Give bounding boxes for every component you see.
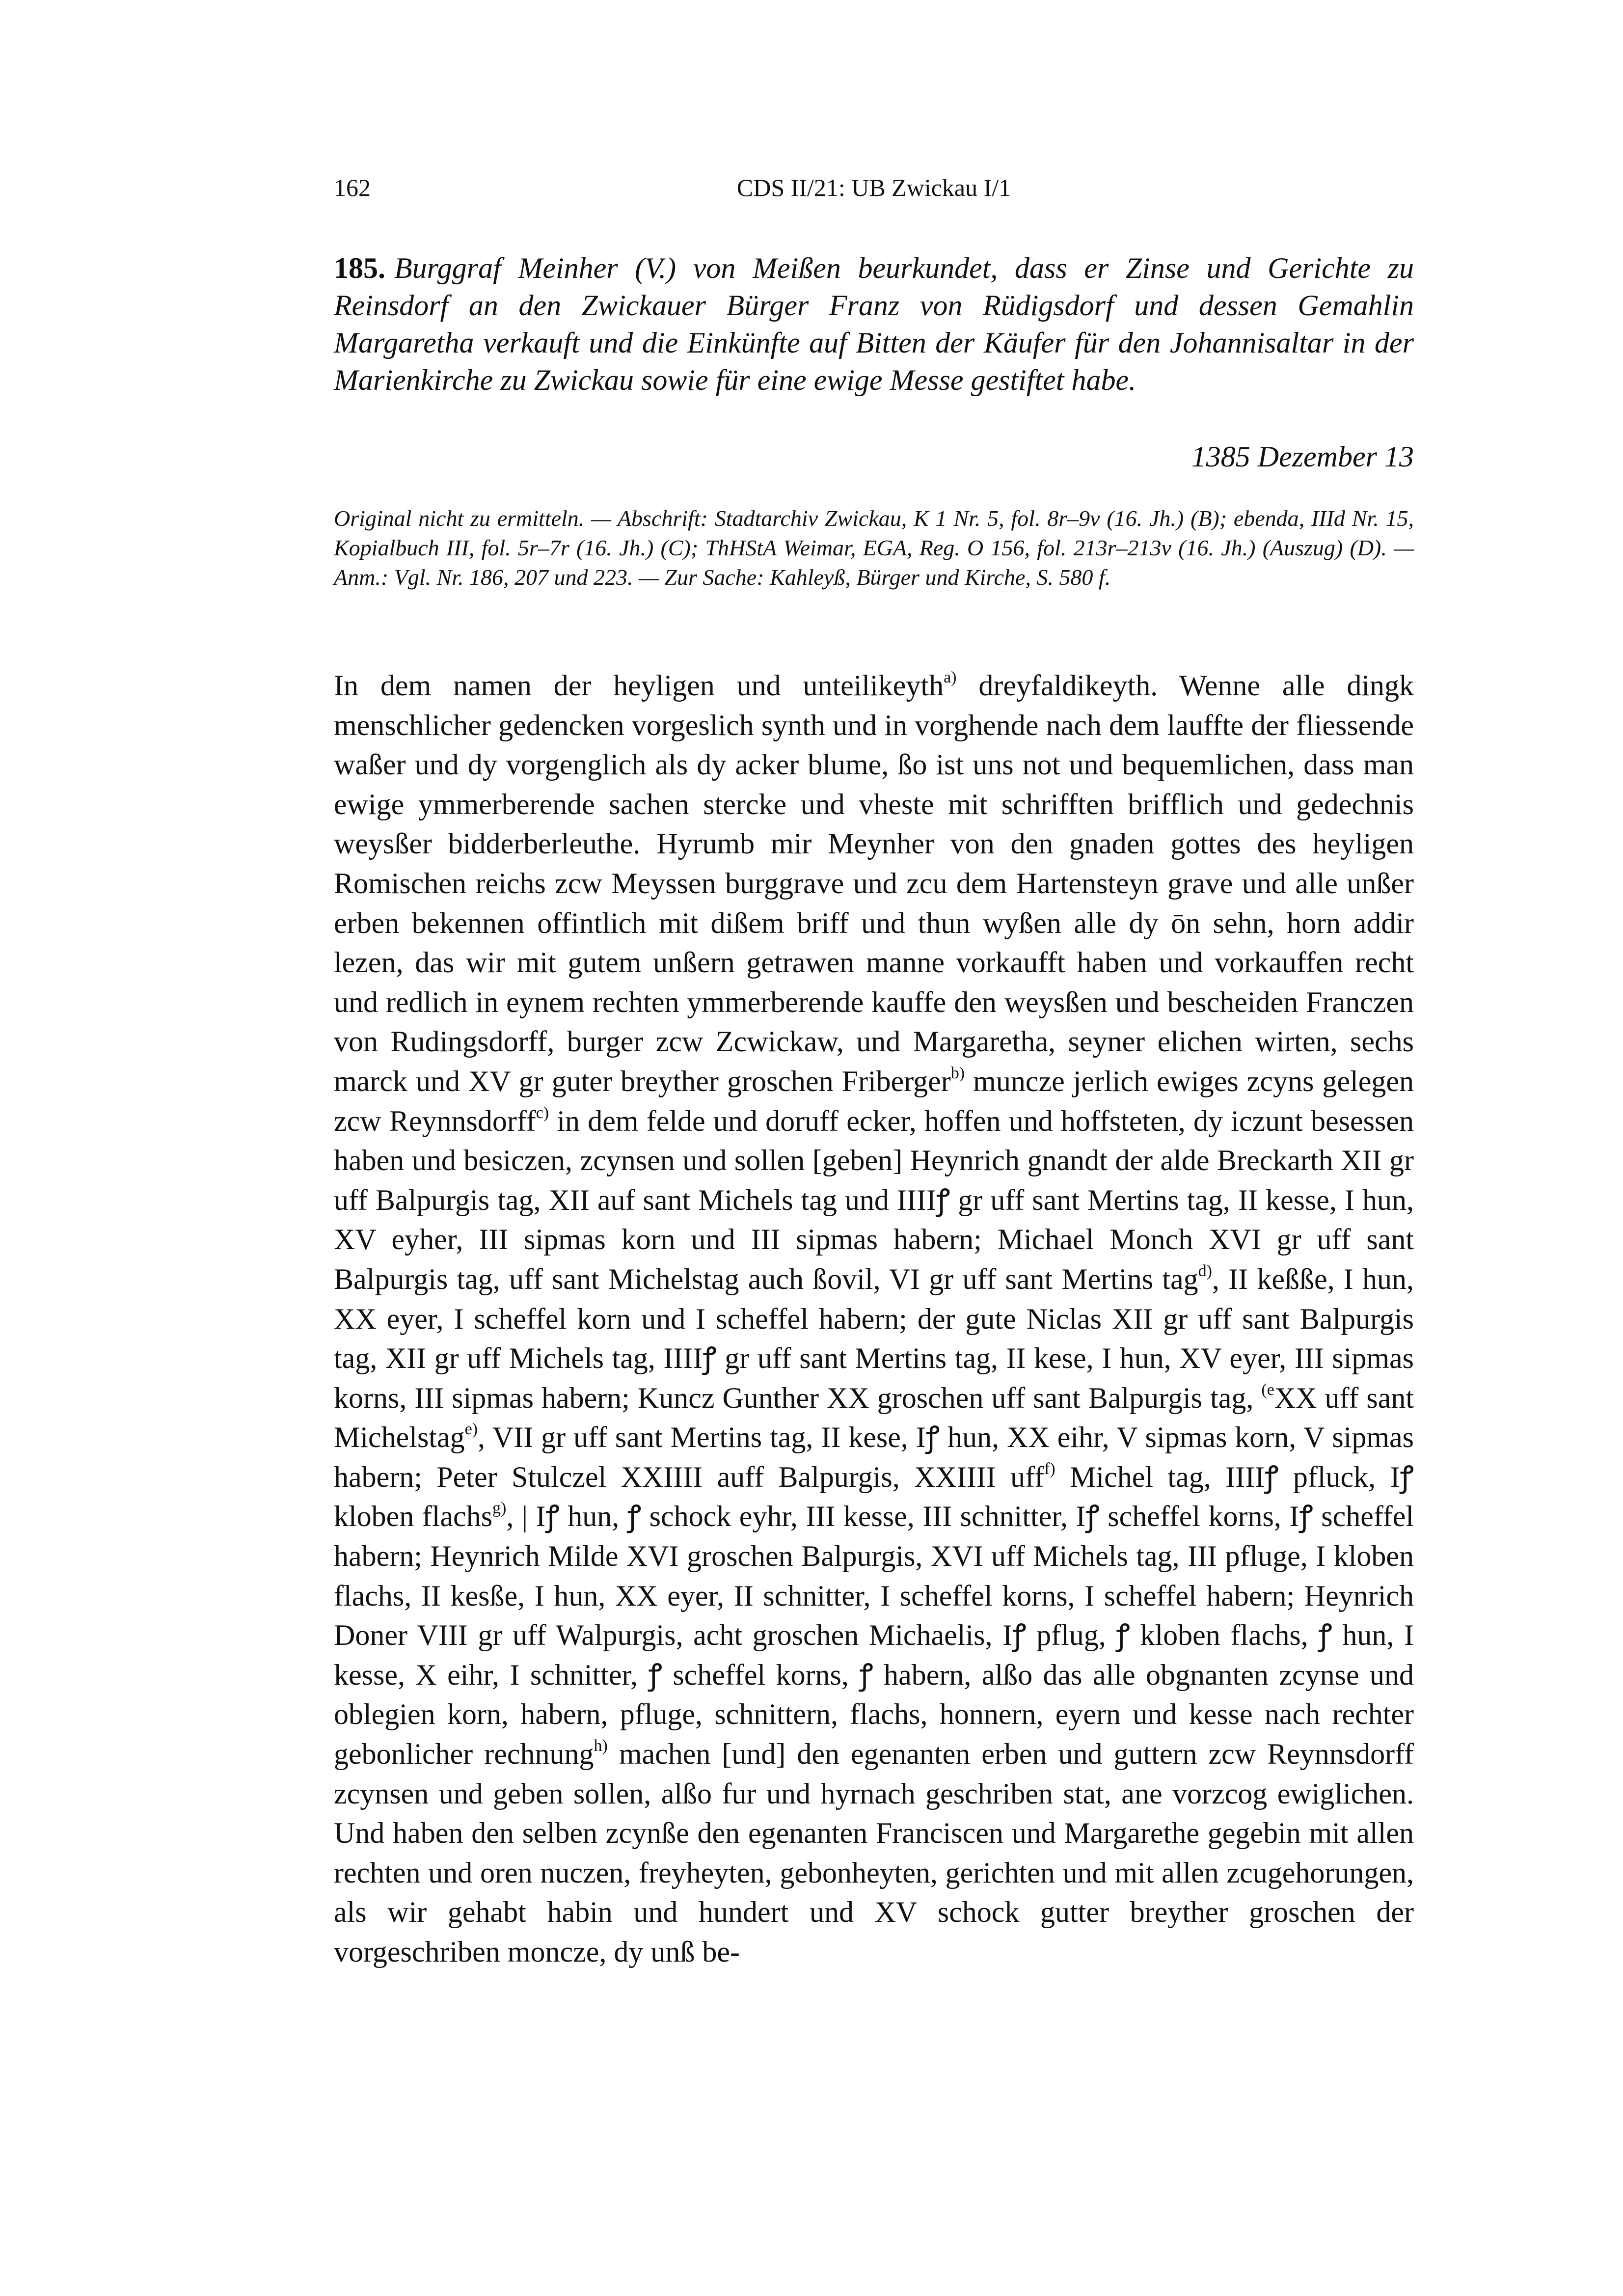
- entry-date: 1385 Dezember 13: [1191, 440, 1414, 473]
- footnote-marker: (e: [1261, 1380, 1274, 1399]
- entry-regest: [334, 249, 1414, 399]
- text-segment: Michel tag, IIIIꝭ pfluck, Iꝭ kloben flachs: [334, 1460, 1414, 1533]
- text-segment: , VII gr uff sant Mertins tag, II kese, Iꝭ hun, XX eihr, V sipmas korn, V sipmas habern; Peter Stulczel XXIIII auff Balpurgis, XXIIII uff: [334, 1421, 1414, 1493]
- source-apparatus: Original nicht zu ermitteln. — Abschrift: Stadtarchiv Zwickau, K 1 Nr. 5, fol. 8r–9v (16. Jh.) (B); ebenda, IIId Nr. 15, Kopialbuch III, fol. 5r–7r (16. Jh.) (C); ThHStA Weimar, EGA, Reg. O 156, fol. 213r–213v (16. Jh.) (Auszug) (D). — Anm.: Vgl. Nr. 186, 207 und 223. — Zur Sache: Kahleyß, Bürger und Kirche, S. 580 f.: [334, 506, 1414, 590]
- footnote-marker: f): [1044, 1459, 1055, 1478]
- text-segment: machen [und] den egenanten erben und guttern zcw Reynnsdorff zcynsen und geben sollen, alßo fur und hyrnach geschriben stat, ane vorzcog ewiglichen. Und haben den selben zcynße den egenanten Franciscen und Margarethe gegebin mit allen rechten und oren nuczen, freyheyten, gebonheyten, gerichten und mit allen zcugehorungen, als wir gehabt habin und hundert und XV schock gutter breyther groschen der vorgeschriben moncze, dy unß be-: [334, 1738, 1414, 1968]
- document-text: [334, 666, 1414, 1972]
- running-title: CDS II/21: UB Zwickau I/1: [736, 174, 1011, 201]
- page-number: 162: [334, 174, 371, 201]
- text-segment: in dem felde und doruff ecker, hoffen und hoffsteten, dy iczunt besessen haben und besiczen, zcynsen und sollen [geben] Heynrich gnandt der alde Breckarth XII gr uff Balpurgis tag, XII auf sant Michels tag und IIIIꝭ gr uff sant Mertins tag, II kesse, I hun, XV eyher, III sipmas korn und III sipmas habern; Michael Monch XVI gr uff sant Balpurgis tag, uff sant Michelstag auch ßovil, VI gr uff sant Mertins tag: [334, 1104, 1414, 1295]
- footnote-marker: c): [536, 1103, 549, 1122]
- text-segment: XX uff sant Michelstag: [334, 1381, 1414, 1454]
- footnote-marker: g): [492, 1499, 507, 1518]
- text-segment: , | Iꝭ hun, ꝭ schock eyhr, III kesse, III schnitter, Iꝭ scheffel korns, Iꝭ scheffel habern; Heynrich Milde XVI groschen Balpurgis, XVI uff Michels tag, III pfluge, I kloben flachs, II kesße, I hun, XX eyer, II schnitter, I scheffel korns, I scheffel habern; Heynrich Doner VIII gr uff Walpurgis, acht groschen Michaelis, Iꝭ pflug, ꝭ kloben flachs, ꝭ hun, I kesse, X eihr, I schnitter, ꝭ scheffel korns, ꝭ habern, alßo das alle obgnanten zcynse und oblegien korn, habern, pfluge, schnittern, flachs, honnern, eyern und kesse nach rechter gebonlicher rechnung: [334, 1500, 1414, 1771]
- footnote-marker: b): [950, 1064, 965, 1082]
- footnote-marker: a): [944, 668, 957, 686]
- entry-number: 185.: [334, 252, 385, 284]
- text-segment: muncze jerlich ewiges zcyns gelegen zcw Reynnsdorff: [334, 1065, 1414, 1137]
- footnote-marker: e): [464, 1420, 478, 1439]
- footnote-marker: d): [1198, 1261, 1212, 1280]
- regest-text: Burggraf Meinher (V.) von Meißen beurkundet, dass er Zinse und Gerichte zu Reinsdorf an den Zwickauer Bürger Franz von Rüdigsdorf und dessen Gemahlin Margaretha verkauft und die Einkünfte auf Bitten der Käufer für den Johannisaltar in der Marienkirche zu Zwickau sowie für eine ewige Messe gestiftet habe.: [334, 252, 1414, 396]
- text-segment: dreyfaldikeyth. Wenne alle dingk menschlicher gedencken vorgeslich synth und in vorghende nach dem lauffte der fliessende waßer und dy vorgenglich als dy acker blume, ßo ist uns not und bequemlichen, dass man ewige ymmerberende sachen stercke und vheste mit schrifften brifflich und gedechnis weysßer bidderberleuthe. Hyrumb mir Meynher von den gnaden gottes des heyligen Romischen reichs zcw Meyssen burggrave und zcu dem Hartensteyn grave und alle unßer erben bekennen offintlich mit dißem briff und thun wyßen alle dy ōn sehn, horn addir lezen, das wir mit gutem unßern getrawen manne vorkaufft haben und vorkauffen recht und redlich in eynem rechten ymmerberende kauffe den weysßen und bescheiden Franczen von Rudingsdorff, burger zcw Zcwickaw, und Margaretha, seyner elichen wirten, sechs marck und XV gr guter breyther groschen Friberger: [334, 669, 1414, 1097]
- footnote-marker: h): [594, 1737, 608, 1755]
- text-segment: In dem namen der heyligen und unteilikeyth: [334, 669, 944, 702]
- text-segment: , II keßße, I hun, XX eyer, I scheffel korn und I scheffel habern; der gute Niclas XII gr uff sant Balpurgis tag, XII gr uff Michels tag, IIIIꝭ gr uff sant Mertins tag, II kese, I hun, XV eyer, III sipmas korns, III sipmas habern; Kuncz Gunther XX groschen uff sant Balpurgis tag,: [334, 1262, 1414, 1414]
